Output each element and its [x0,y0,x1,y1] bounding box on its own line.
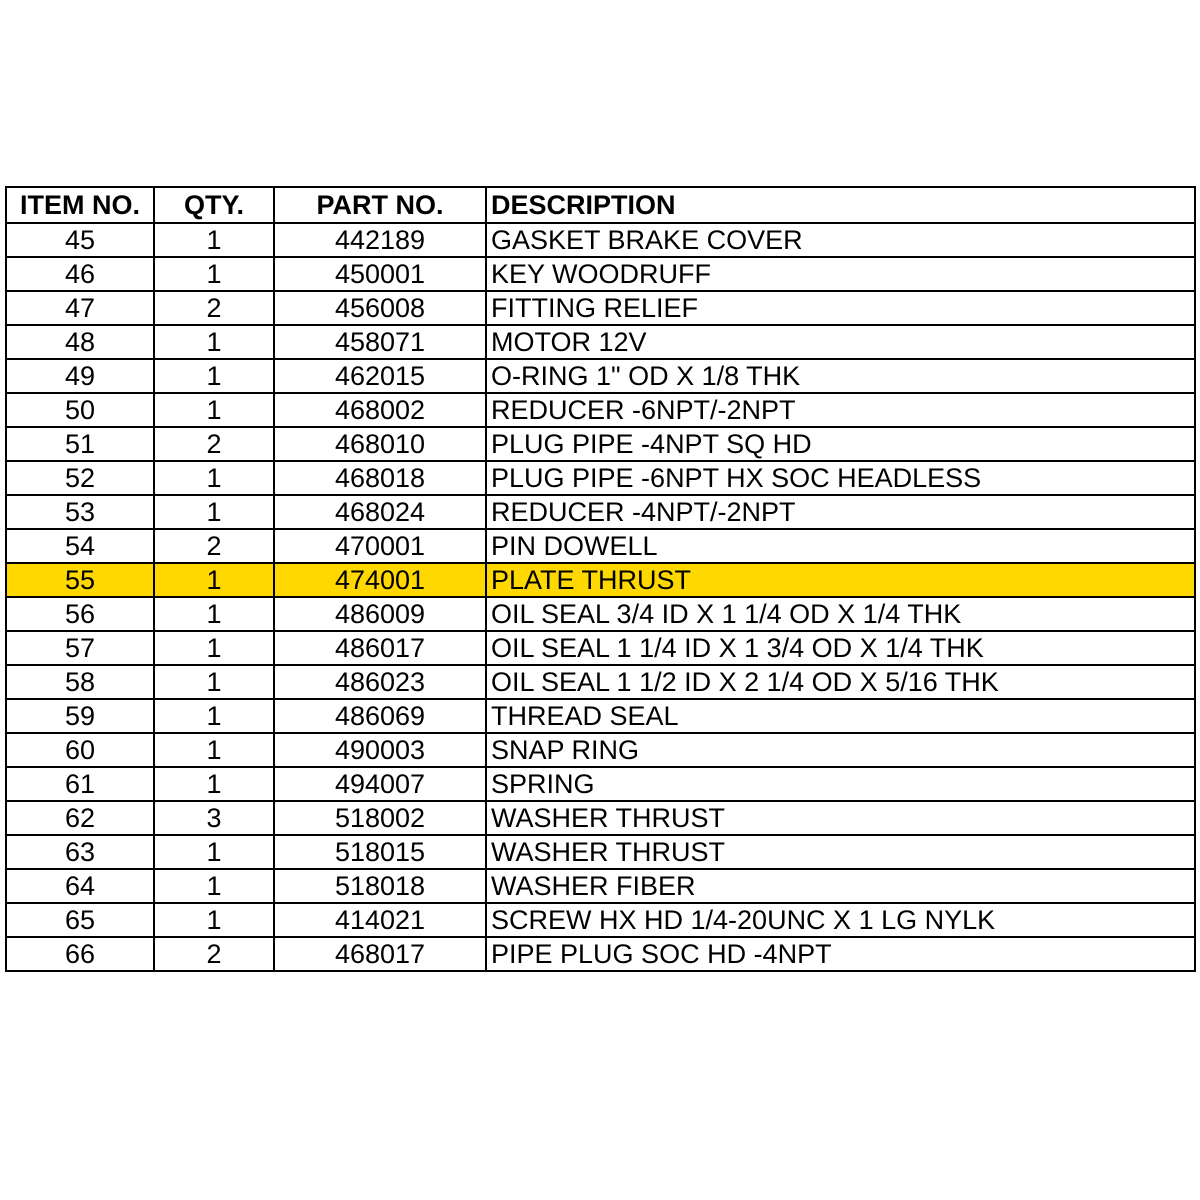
table-row [6,359,1195,393]
cell-qty: 1 [154,495,274,529]
cell-item-no: 65 [6,903,154,937]
cell-item-no: 62 [6,801,154,835]
cell-description: REDUCER -4NPT/-2NPT [486,495,1195,529]
cell-description: GASKET BRAKE COVER [486,223,1195,257]
cell-part-no: 450001 [274,257,486,291]
cell-part-no: 518002 [274,801,486,835]
header-item-no: ITEM NO. [6,187,154,223]
cell-qty: 1 [154,767,274,801]
cell-part-no: 456008 [274,291,486,325]
cell-qty: 2 [154,529,274,563]
cell-description: SCREW HX HD 1/4-20UNC X 1 LG NYLK [486,903,1195,937]
cell-item-no: 66 [6,937,154,971]
cell-description: KEY WOODRUFF [486,257,1195,291]
cell-description: MOTOR 12V [486,325,1195,359]
cell-part-no: 468024 [274,495,486,529]
header-part-no: PART NO. [274,187,486,223]
cell-qty: 3 [154,801,274,835]
table-row [6,767,1195,801]
cell-item-no: 56 [6,597,154,631]
cell-qty: 2 [154,937,274,971]
cell-part-no: 468002 [274,393,486,427]
cell-item-no: 53 [6,495,154,529]
cell-item-no: 45 [6,223,154,257]
cell-item-no: 58 [6,665,154,699]
cell-qty: 1 [154,835,274,869]
cell-description: SPRING [486,767,1195,801]
cell-qty: 1 [154,257,274,291]
table-row [6,733,1195,767]
cell-description: PLUG PIPE -6NPT HX SOC HEADLESS [486,461,1195,495]
cell-item-no: 63 [6,835,154,869]
cell-part-no: 470001 [274,529,486,563]
cell-item-no: 55 [6,563,154,597]
cell-part-no: 518018 [274,869,486,903]
table-row [6,869,1195,903]
table-row [6,699,1195,733]
cell-description: O-RING 1" OD X 1/8 THK [486,359,1195,393]
cell-description: SNAP RING [486,733,1195,767]
cell-qty: 1 [154,733,274,767]
table-row [6,461,1195,495]
cell-qty: 2 [154,427,274,461]
cell-part-no: 458071 [274,325,486,359]
table-row [6,529,1195,563]
table-row [6,223,1195,257]
cell-description: WASHER FIBER [486,869,1195,903]
cell-qty: 1 [154,631,274,665]
parts-list-table [5,186,1196,972]
cell-part-no: 414021 [274,903,486,937]
table-row [6,291,1195,325]
cell-description: THREAD SEAL [486,699,1195,733]
cell-description: OIL SEAL 3/4 ID X 1 1/4 OD X 1/4 THK [486,597,1195,631]
cell-description: PLUG PIPE -4NPT SQ HD [486,427,1195,461]
cell-item-no: 48 [6,325,154,359]
table-row [6,937,1195,971]
cell-qty: 1 [154,461,274,495]
cell-qty: 1 [154,699,274,733]
table-header-row [6,187,1195,223]
cell-description: WASHER THRUST [486,835,1195,869]
cell-qty: 2 [154,291,274,325]
cell-qty: 1 [154,393,274,427]
cell-item-no: 61 [6,767,154,801]
cell-part-no: 490003 [274,733,486,767]
cell-item-no: 46 [6,257,154,291]
cell-item-no: 64 [6,869,154,903]
cell-part-no: 486009 [274,597,486,631]
cell-description: WASHER THRUST [486,801,1195,835]
cell-part-no: 462015 [274,359,486,393]
cell-description: OIL SEAL 1 1/4 ID X 1 3/4 OD X 1/4 THK [486,631,1195,665]
cell-item-no: 51 [6,427,154,461]
cell-item-no: 50 [6,393,154,427]
cell-description: REDUCER -6NPT/-2NPT [486,393,1195,427]
table-row [6,563,1195,597]
table-body [6,223,1195,971]
table-row [6,393,1195,427]
cell-item-no: 49 [6,359,154,393]
cell-description: FITTING RELIEF [486,291,1195,325]
cell-qty: 1 [154,665,274,699]
cell-description: PIPE PLUG SOC HD -4NPT [486,937,1195,971]
table-row [6,903,1195,937]
cell-part-no: 494007 [274,767,486,801]
cell-item-no: 54 [6,529,154,563]
table-row [6,835,1195,869]
table-row [6,631,1195,665]
cell-qty: 1 [154,325,274,359]
cell-item-no: 59 [6,699,154,733]
cell-qty: 1 [154,597,274,631]
cell-item-no: 47 [6,291,154,325]
table-row [6,495,1195,529]
cell-part-no: 518015 [274,835,486,869]
table-row [6,597,1195,631]
cell-part-no: 486069 [274,699,486,733]
table-row [6,801,1195,835]
cell-qty: 1 [154,903,274,937]
cell-description: PIN DOWELL [486,529,1195,563]
header-description: DESCRIPTION [486,187,1195,223]
cell-part-no: 442189 [274,223,486,257]
cell-part-no: 486017 [274,631,486,665]
table-row [6,665,1195,699]
cell-part-no: 468017 [274,937,486,971]
header-qty: QTY. [154,187,274,223]
cell-item-no: 52 [6,461,154,495]
cell-qty: 1 [154,563,274,597]
cell-item-no: 60 [6,733,154,767]
cell-qty: 1 [154,869,274,903]
cell-description: OIL SEAL 1 1/2 ID X 2 1/4 OD X 5/16 THK [486,665,1195,699]
cell-part-no: 468010 [274,427,486,461]
cell-qty: 1 [154,359,274,393]
table-row [6,257,1195,291]
cell-part-no: 468018 [274,461,486,495]
cell-part-no: 474001 [274,563,486,597]
table-row [6,325,1195,359]
cell-item-no: 57 [6,631,154,665]
cell-part-no: 486023 [274,665,486,699]
table-row [6,427,1195,461]
cell-qty: 1 [154,223,274,257]
cell-description: PLATE THRUST [486,563,1195,597]
